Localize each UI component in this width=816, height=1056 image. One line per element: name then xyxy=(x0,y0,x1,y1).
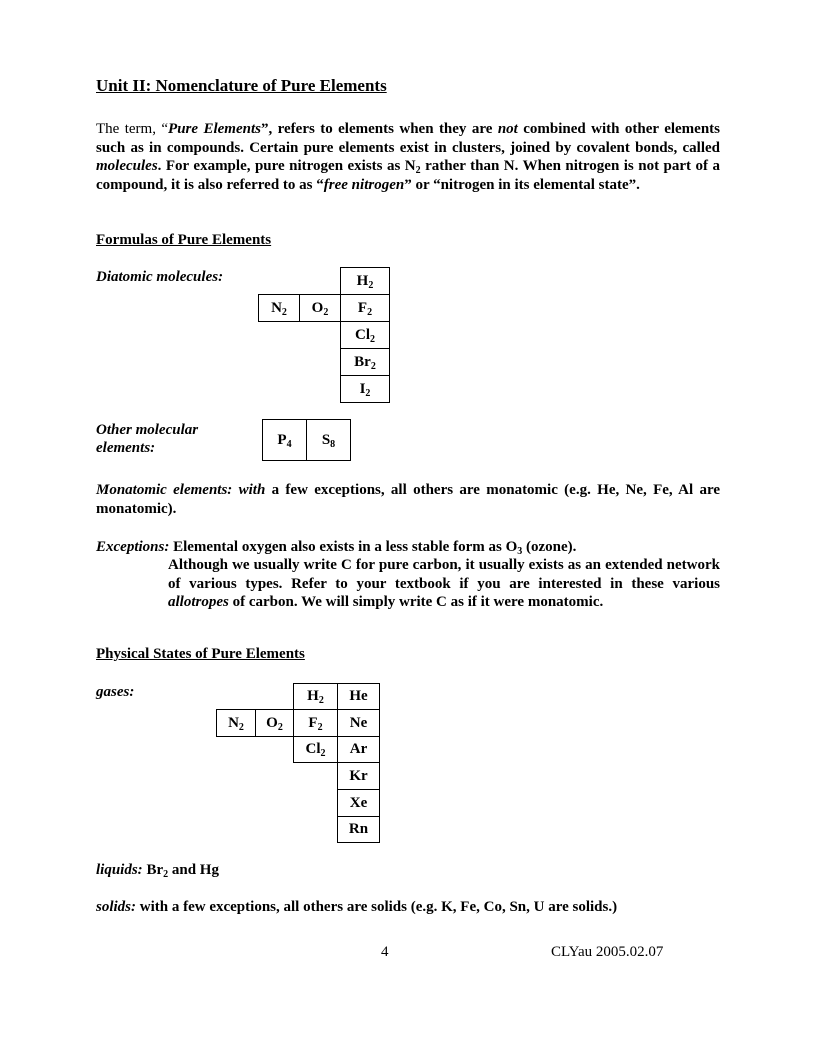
gas-o2: $O_2$ xyxy=(256,710,294,737)
element-s8: $S_8$ xyxy=(307,420,351,461)
intro-paragraph: The term, “Pure Elements”, refers to elements when they are not combined with other elements such as in compounds. Certain pure elements exist in clusters, joined by covalent bonds, called molecules. For example, pure nitrogen exists as $N_2$ rather than N. When nitrogen is not part of a compound, it is also referred to as “free nitrogen” or “nitrogen in its elemental state”. xyxy=(96,121,721,193)
other-molecular-table xyxy=(262,419,351,461)
element-br2: $Br_2$ xyxy=(341,349,390,376)
physical-states-heading: Physical States of Pure Elements xyxy=(96,646,305,662)
liquids-line: liquids: $Br_2$ and Hg xyxy=(96,862,219,880)
gas-xe: Xe xyxy=(338,790,380,817)
element-f2: $F_2$ xyxy=(341,295,390,322)
gas-f2: $F_2$ xyxy=(294,710,338,737)
diatomic-table xyxy=(258,267,390,403)
page-number: 4 xyxy=(381,944,389,960)
other-molecular-label: Other molecular elements: xyxy=(96,422,199,456)
element-i2: $I_2$ xyxy=(341,376,390,403)
gas-rn: Rn xyxy=(338,817,380,843)
footer-author-date: CLYau 2005.02.07 xyxy=(551,944,664,960)
gas-he: He xyxy=(338,684,380,710)
diatomic-label: Diatomic molecules: xyxy=(96,269,224,285)
gas-ar: Ar xyxy=(338,737,380,763)
element-h2: $H_2$ xyxy=(341,268,390,295)
gases-table xyxy=(216,683,380,843)
solids-line: solids: with a few exceptions, all others are solids (e.g. K, Fe, Co, Sn, U are solids.) xyxy=(96,899,618,915)
monatomic-paragraph: Monatomic elements: with a few exceptions, all others are monatomic (e.g. He, Ne, Fe, Al are monatomic). xyxy=(96,482,720,517)
gas-n2: $N_2$ xyxy=(217,710,256,737)
page-title: Unit II: Nomenclature of Pure Elements xyxy=(96,76,387,95)
gas-cl2: $Cl_2$ xyxy=(294,737,338,763)
exceptions-body: Although we usually write C for pure carbon, it usually exists as an extended network of various types. Refer to your textbook if you are interested in these various allotropes of carbon. We will simply write C as if it were monatomic. xyxy=(168,557,720,610)
gas-kr: Kr xyxy=(338,763,380,790)
gas-ne: Ne xyxy=(338,710,380,737)
element-p4: $P_4$ xyxy=(263,420,307,461)
formulas-heading: Formulas of Pure Elements xyxy=(96,232,272,248)
element-n2: $N_2$ xyxy=(259,295,300,322)
exceptions-first-line: Exceptions: Elemental oxygen also exists in a less stable form as $O_3$ (ozone). xyxy=(96,539,577,557)
gas-h2: $H_2$ xyxy=(294,684,338,710)
gases-label: gases: xyxy=(96,684,135,700)
element-o2: $O_2$ xyxy=(300,295,341,322)
element-cl2: $Cl_2$ xyxy=(341,322,390,349)
